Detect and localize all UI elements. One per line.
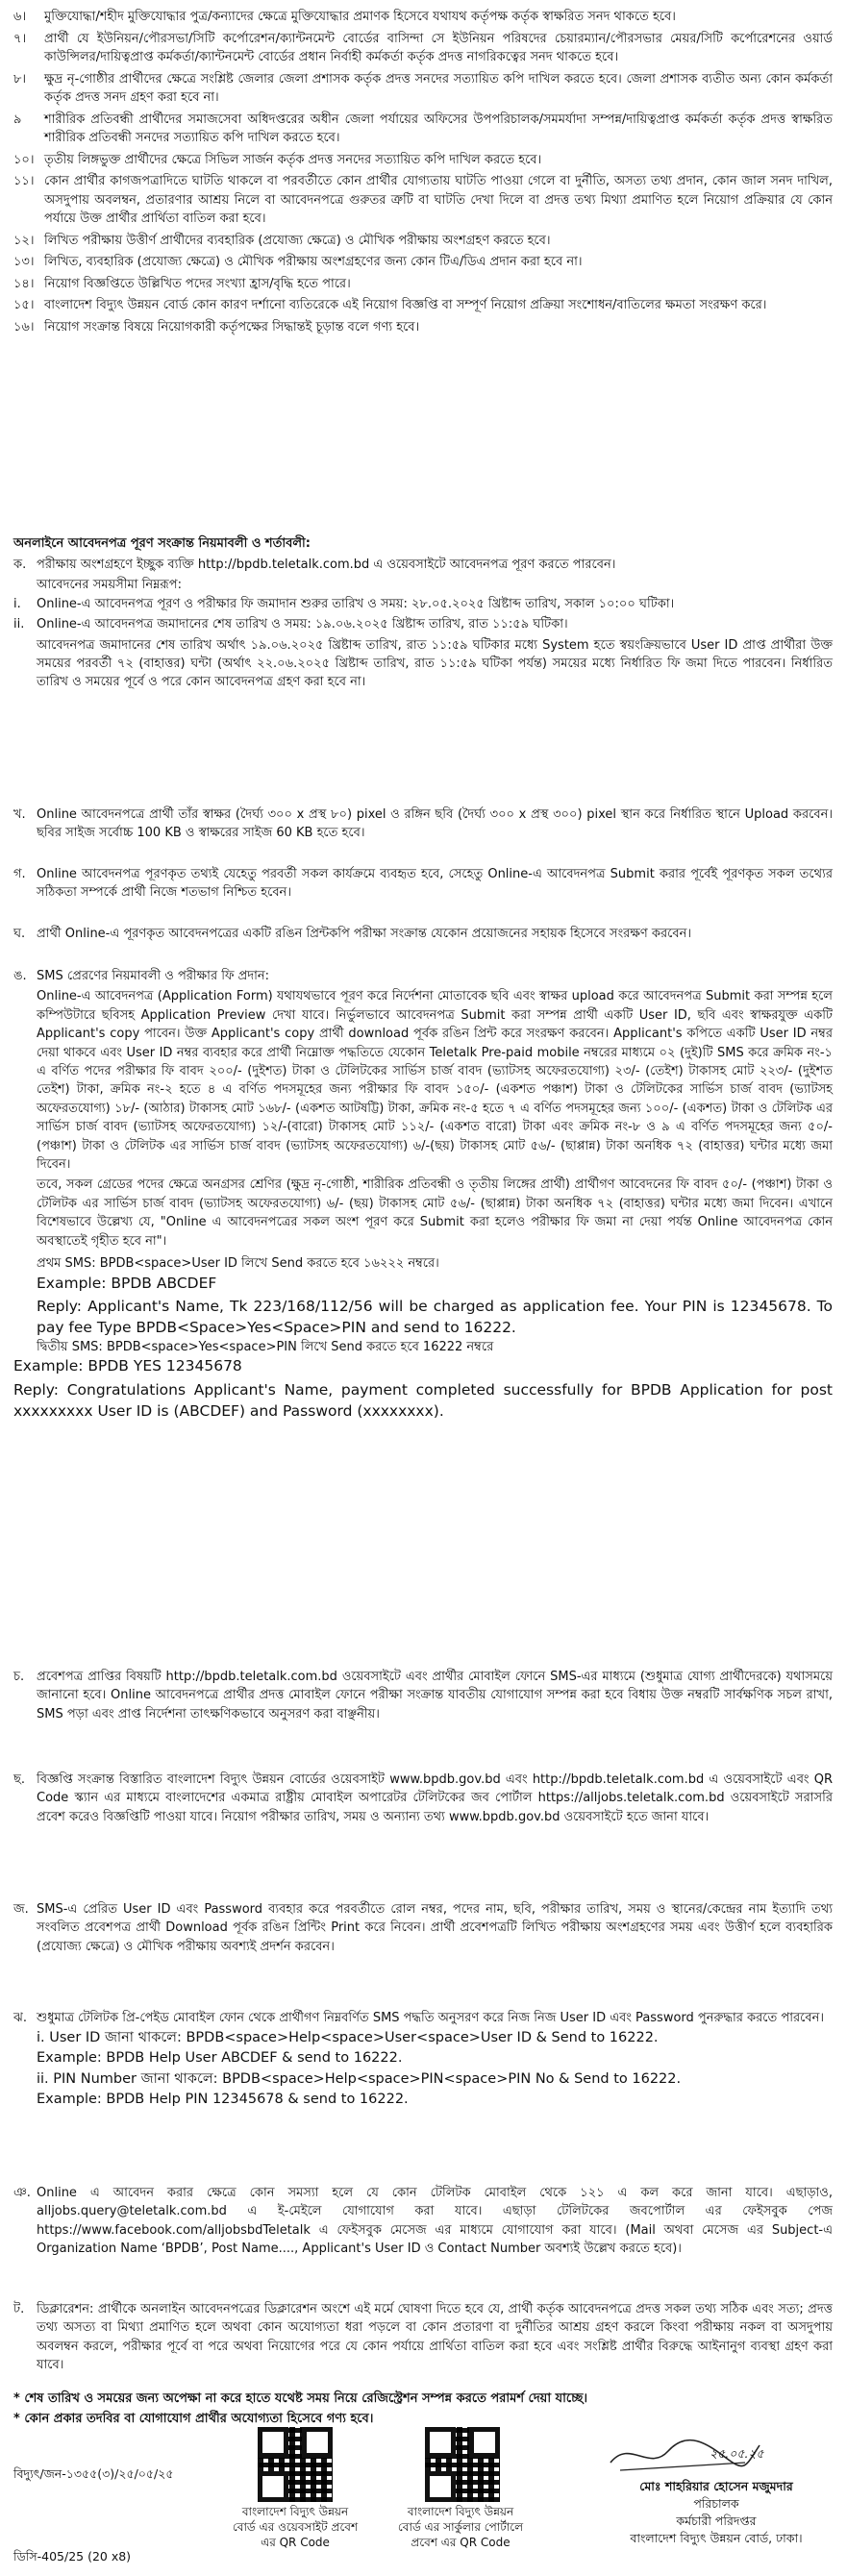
section-kha: খ. Online আবেদনপত্রে প্রার্থী তাঁর স্বাক্ষর (দৈর্ঘ্য ৩০০ x প্রস্থ ৮০) pixel ও রঙ্গিন ছবি (দৈর্ঘ্য ৩০০ x প্রস্থ ৩০০) pixel স্থান করে নির্ধারিত স্থানে Upload করবেন। ছবির সাইজ সর্বোচ্চ 100 KB ও স্বাক্ষরের সাইজ 60 KB হতে হবে। bbox=[13, 807, 833, 841]
list-item: ৭। প্রার্থী যে ইউনিয়ন/পৌরসভা/সিটি কর্পোরেশন/ক্যান্টনমেন্ট বোর্ডের বাসিন্দা সে ইউনিয়ন পরিষদের চেয়ারম্যান/পৌরসভার মেয়র/সিটি কর্পোরেশনের ওয়ার্ড কাউন্সিলর/দায়িত্বপ্রাপ্ত কর্মকর্তা/ক্যান্টনমেন্ট বোর্ডের প্রধান নির্বাহী কর্মকর্তা কর্তৃক প্রদত্ত নাগরিকত্বের সনদ থাকতে হবে। bbox=[13, 31, 833, 64]
list-item: ১০। তৃতীয় লিঙ্গভুক্ত প্রার্থীদের ক্ষেত্রে সিভিল সার্জন কর্তৃক প্রদত্ত সনদের সত্যায়িত কপি দাখিল করতে হবে। bbox=[13, 152, 542, 167]
section-jha: ঝ. শুধুমাত্র টেলিটক প্রি-পেইড মোবাইল ফোন থেকে প্রার্থীগণ নিম্নবর্ণিত SMS পদ্ধতি অনুসরণ করে নিজ নিজ User ID এবং Password পুনরুদ্ধার করতে পারবেন। i. User ID জানা থাকলে: BPDB<space>Help<space>User<space>User ID & Send to 16222. Example: BPDB Help User ABCDEF & send to 16222. ii. PIN Number জানা থাকলে: BPDB<space>Help<space>PIN<space>PIN No & Send to 16222. Example: BPDB Help PIN 12345678 & send to 16222. bbox=[13, 2011, 825, 2107]
footnote-lobbying: * কোন প্রকার তদবির বা যোগাযোগ প্রার্থীর অযোগ্যতা হিসেবে গণ্য হবে। bbox=[13, 2412, 374, 2426]
qr-code-circular-portal[interactable] bbox=[425, 2427, 500, 2502]
list-item: ১৫। বাংলাদেশ বিদ্যুৎ উন্নয়ন বোর্ড কোন কারণ দর্শানো ব্যতিরেকে এই নিয়োগ বিজ্ঞপ্তি বা সম্পূর্ণ নিয়োগ প্রক্রিয়া সংশোধন/বাতিলের ক্ষমতা সংরক্ষণ করে। bbox=[13, 298, 767, 312]
memo-number: বিদ্যুৎ/জন-১৩৫৫(৩)/২৫/০৫/২৫ bbox=[13, 2466, 174, 2481]
section-cha: চ. প্রবেশপত্র প্রাপ্তির বিষয়টি http://bpdb.teletalk.com.bd ওয়েবসাইটে এবং প্রার্থীর মোবাইল ফোনে SMS-এর মাধ্যমে (শুধুমাত্র যোগ্য প্রার্থীদেরকে) যথাসময়ে জানানো হবে। Online আবেদনপত্রে প্রার্থীর প্রদত্ত মোবাইল ফোনে পরীক্ষা সংক্রান্ত যাবতীয় যোগাযোগ সম্পন্ন করা হবে বিধায় উক্ত নম্বরটি সার্বক্ষণিক সচল রাখা, SMS পড়া এবং প্রাপ্ত নির্দেশনা তাৎক্ষণিকভাবে অনুসরণ করা বাঞ্ছনীয়। bbox=[13, 1670, 833, 1721]
list-item: ১৩। লিখিত, ব্যবহারিক (প্রযোজ্য ক্ষেত্রে) ও মৌখিক পরীক্ষায় অংশগ্রহণের জন্য কোন টিএ/ডিএ প্রদান করা হবে না। bbox=[13, 255, 583, 269]
qr-code-bpdb-website[interactable] bbox=[258, 2427, 333, 2502]
section-ga: গ. Online আবেদনপত্র পূরণকৃত তথ্যই যেহেতু পরবর্তী সকল কার্যক্রমে ব্যবহৃত হবে, সেহেতু Online-এ আবেদনপত্র Submit করার পূর্বেই পূরণকৃত সকল তথ্যের সঠিকতা সম্পর্কে প্রার্থী নিজে শতভাগ নিশ্চিত হবেন। bbox=[13, 867, 833, 901]
numbered-conditions bbox=[13, 8, 833, 339]
list-item: ৮। ক্ষুদ্র নৃ-গোষ্ঠীর প্রার্থীদের ক্ষেত্রে সংশ্লিষ্ট জেলার জেলা প্রশাসক কর্তৃক প্রদত্ত সনদের সত্যায়িত কপি দাখিল করতে হবে। জেলা প্রশাসক ব্যতীত অন্য কোন কর্মকর্তা কর্তৃক প্রদত্ত সনদ গ্রহণ করা হবে না। bbox=[13, 71, 833, 105]
section-uma: ঙ. SMS প্রেরণের নিয়মাবলী ও পরীক্ষার ফি প্রদান: Online-এ আবেদনপত্র (Application Form) যথাযথভাবে পূরণ করে নির্দেশনা মোতাবেক ছবি এবং স্বাক্ষর upload করে আবেদনপত্র Submit করা সম্পন্ন হলে কম্পিউটারে ছবিসহ Application Preview দেখা যাবে। নির্ভুলভাবে আবেদনপত্র Submit করা সম্পন্ন প্রার্থী একটি User ID, ছবি এবং স্বাক্ষরযুক্ত একটি Applicant's copy পাবেন। উক্ত Applicant's copy প্রার্থী download পূর্বক রঙিন প্রিন্ট করে সংরক্ষণ করবেন। Applicant's কপিতে একটি User ID নম্বর দেয়া থাকবে এবং User ID নম্বর ব্যবহার করে প্রার্থী নিম্নোক্ত পদ্ধতিতে যেকোন Teletalk Pre-paid mobile নম্বরের মাধ্যমে ০২ (দুই)টি SMS করে ক্রমিক নং-১ এ বর্ণিত পদের পরীক্ষার ফি বাবদ ২০০/- (দুইশত) টাকা ও টেলিটকের সার্ভিস চার্জ বাবদ (ভ্যাটসহ অফেরতযোগ্য) ২৩/- (তেইশ) টাকাসহ মোট ২২৩/- (দুইশত তেইশ) টাকা, ক্রমিক নং-২ হতে ৪ এ বর্ণিত পদসমূহের জন্য পরীক্ষার ফি বাবদ ১৫০/- (একশত পঞ্চাশ) টাকা ও টেলিটকের সার্ভিস চার্জ বাবদ (ভ্যাটসহ অফেরতযোগ্য) ১৮/- (আঠার) টাকাসহ মোট ১৬৮/- (একশত আটষট্টি) টাকা, ক্রমিক নং-৫ হতে ৭ এ বর্ণিত পদসমূহের জন্য ১০০/- (একশত) টাকা ও টেলিটক এর সার্ভিস চার্জ বাবদ (ভ্যাটসহ অফেরতযোগ্য) ১২/-(বারো) টাকাসহ মোট ১১২/- (একশত বারো) টাকা এবং ক্রমিক নং-৮ ও ৯ এ বর্ণিত পদসমূহের জন্য ৫০/- (পঞ্চাশ) টাকা ও টেলিটক এর সার্ভিস চার্জ বাবদ (ভ্যাটসহ অফেরতযোগ্য) ৬/-(ছয়) টাকাসহ মোট ৫৬/- (ছাপ্পান্ন) টাকা অনধিক ৭২ (বাহাত্তর) ঘন্টার মধ্যে জমা দিবেন। তবে, সকল গ্রেডের পদের ক্ষেত্রে অনগ্রসর শ্রেণির (ক্ষুদ্র নৃ-গোষ্ঠী, শারীরিক প্রতিবন্ধী ও তৃতীয় লিঙ্গের প্রার্থী) প্রার্থীগণ আবেদনের ফি বাবদ ৫০/- (পঞ্চাশ) টাকা ও টেলিটক এর সার্ভিস চার্জ বাবদ (ভ্যাটসহ অফেরতযোগ্য) ৬/- (ছয়) টাকাসহ মোট ৫৬/- (ছাপ্পান্ন) টাকা অনধিক ৭২ (বাহাত্তর) ঘন্টার মধ্যে জমা দিবেন। এখানে বিশেষভাবে উল্লেখ্য যে, "Online এ আবেদনপত্রের সকল অংশ পূরণ করে Submit করা হলেও পরীক্ষার ফি জমা না দেয়া পর্যন্ত Online আবেদনপত্র কোন অবস্থাতেই গৃহীত হবে না"। প্রথম SMS: BPDB<space>User ID লিখে Send করতে হবে ১৬২২২ নম্বরে। Example: BPDB ABCDEF Reply: Applicant's Name, Tk 223/168/112/56 will be charged as application fee. Your PIN is 12345678. To pay fee Type BPDB<Space>Yes<Space>PIN and send to 16222. দ্বিতীয় SMS: BPDB<space>Yes<space>PIN লিখে Send করতে হবে 16222 নম্বরে Example: BPDB YES 12345678 Reply: Congratulations Applicant's Name, payment completed successfully for BPDB Application for post xxxxxxxxx User ID is (ABCDEF) and Password (xxxxxxxx). bbox=[13, 969, 833, 1420]
section-chha: ছ. বিজ্ঞপ্তি সংক্রান্ত বিস্তারিত বাংলাদেশ বিদ্যুৎ উন্নয়ন বোর্ডের ওয়েবসাইট www.bpdb.gov.bd এবং http://bpdb.teletalk.com.bd এ ওয়েবসাইটে এবং QR Code স্ক্যান এর মাধ্যমে বাংলাদেশের একমাত্র রাষ্ট্রীয় মোবাইল অপারেটর টেলিটকের জব পোর্টাল https://alljobs.teletalk.com.bd ওয়েবসাইটে সরাসরি প্রবেশ করেও বিজ্ঞপ্তিটি পাওয়া যাবে। নিয়োগ পরীক্ষার তারিখ, সময় ও অন্যান্য তথ্য www.bpdb.gov.bd ওয়েবসাইটে হতে জানা যাবে। bbox=[13, 1772, 833, 1824]
section-gha: ঘ. প্রার্থী Online-এ পূরণকৃত আবেদনপত্রের একটি রঙিন প্রিন্টকপি পরীক্ষা সংক্রান্ত যেকোন প্রয়োজনের সহায়ক হিসেবে সংরক্ষণ করবেন। bbox=[13, 927, 691, 941]
online-application-heading: অনলাইনে আবেদনপত্র পূরণ সংক্রান্ত নিয়মাবলী ও শর্তাবলী: bbox=[13, 536, 311, 551]
list-item: ১২। লিখিত পরীক্ষায় উত্তীর্ণ প্রার্থীদের ব্যবহারিক (প্রযোজ্য ক্ষেত্রে) ও মৌখিক পরীক্ষায় অংশগ্রহণ করতে হবে। bbox=[13, 233, 551, 248]
list-item: ১৬। নিয়োগ সংক্রান্ত বিষয়ে নিয়োগকারী কর্তৃপক্ষের সিদ্ধান্তই চূড়ান্ত বলে গণ্য হবে। bbox=[13, 319, 420, 334]
dfp-code: ডিসি-405/25 (20 x8) bbox=[13, 2549, 132, 2564]
section-ka: ক. পরীক্ষায় অংশগ্রহণে ইচ্ছুক ব্যক্তি http://bpdb.teletalk.com.bd এ ওয়েবসাইটে আবেদনপত্র পূরণ করতে পারবেন। আবেদনের সময়সীমা নিম্নরূপ: i. Online-এ আবেদনপত্র পূরণ ও পরীক্ষার ফি জমাদান শুরুর তারিখ ও সময়: ২৮.০৫.২০২৫ খ্রিষ্টাব্দ তারিখ, সকাল ১০:০০ ঘটিকা। ii. Online-এ আবেদনপত্র জমাদানের শেষ তারিখ ও সময়: ১৯.০৬.২০২৫ খ্রিষ্টাব্দ তারিখ, রাত ১১:৫৯ ঘটিকা। আবেদনপত্র জমাদানের শেষ তারিখ অর্থাৎ ১৯.০৬.২০২৫ খ্রিষ্টাব্দ তারিখ, রাত ১১:৫৯ ঘটিকার মধ্যে System হতে স্বয়ংক্রিয়ভাবে User ID প্রাপ্ত প্রার্থীরা উক্ত সময়ের পরবর্তী ৭২ (বাহাত্তর) ঘন্টা (অর্থাৎ ২২.০৬.২০২৫ খ্রিষ্টাব্দ তারিখ, রাত ১১:৫৯ ঘটিকা পর্যন্ত) সময়ের মধ্যে নির্ধারিত ফি জমা দিতে পারবেন। নির্ধারিত তারিখ ও সময়ের পূর্বে ও পরে কোন আবেদনপত্র গ্রহণ করা হবে না। bbox=[13, 557, 833, 690]
list-item: ১১। কোন প্রার্থীর কাগজপত্রাদিতে ঘাটতি থাকলে বা পরবর্তীতে কোন প্রার্থীর যোগ্যতায় ঘাটতি পাওয়া গেলে বা দুর্নীতি, অসত্য তথ্য প্রদান, কোন জাল সনদ দাখিল, অসদুপায় অবলম্বন, প্রতারণার আশ্রয় নিলে বা আবেদনপত্রে গুরুতর ত্রুটি বা ঘাটতি দেখা দিলে বা প্রদত্ত তথ্য মিথ্যা প্রমাণিত হলে নিয়োগ প্রক্রিয়ার যে কোন পর্যায়ে উক্ত প্রার্থীর প্রার্থিতা বাতিল করা হবে। bbox=[13, 174, 833, 226]
qr2-caption: বাংলাদেশ বিদ্যুৎ উন্নয়ন বোর্ড এর সার্কুলার পোর্টালে প্রবেশ এর QR Code bbox=[397, 2505, 524, 2549]
section-ja: জ. SMS-এ প্রেরিত User ID এবং Password ব্যবহার করে পরবর্তীতে রোল নম্বর, পদের নাম, ছবি, পরীক্ষার তারিখ, সময় ও স্থানের/কেন্দ্রের নাম ইত্যাদি তথ্য সংবলিত প্রবেশপত্র প্রার্থী Download পূর্বক রঙিন প্রিন্টিং Print করে নিবেন। প্রার্থী প্রবেশপত্রটি লিখিত পরীক্ষায় অংশগ্রহণের সময় এবং উত্তীর্ণ হলে ব্যবহারিক (প্রযোজ্য ক্ষেত্রে) ও মৌখিক পরীক্ষায় অবশ্যই প্রদর্শন করবেন। bbox=[13, 1902, 833, 1954]
section-nya: ঞ. Online এ আবেদন করার ক্ষেত্রে কোন সমস্যা হলে যে কোন টেলিটক মোবাইল থেকে ১২১ এ কল করে জানা যাবে। এছাড়াও, alljobs.query@teletalk.com.bd এ ই-মেইলে যোগাযোগ করা যাবে। এছাড়া টেলিটকের জবপোর্টাল এর ফেইসবুক পেজ https://www.facebook.com/alljobsbdTeletalk এ ফেইসবুক মেসেজ এর মাধ্যমে যোগাযোগ করা যাবে। (Mail অথবা মেসেজ এর Subject-এ Organization Name ‘BPDB’, Post Name...., Applicant's User ID ও Contact Number অবশ্যই উল্লেখ করতে হবে)। bbox=[13, 2186, 833, 2257]
footnote-deadline: * শেষ তারিখ ও সময়ের জন্য অপেক্ষা না করে হাতে যথেষ্ট সময় নিয়ে রেজিস্ট্রেশন সম্পন্ন করতে পরামর্শ দেয়া যাচ্ছে। bbox=[13, 2391, 588, 2406]
list-item: ১৪। নিয়োগ বিজ্ঞপ্তিতে উল্লিখিত পদের সংখ্যা হ্রাস/বৃদ্ধি হতে পারে। bbox=[13, 276, 351, 291]
signature-date: ২৫.০৫.২৫ bbox=[710, 2446, 764, 2461]
signatory-block: মোঃ শাহরিয়ার হোসেন মজুমদার পরিচালক কর্মচারী পরিদপ্তর বাংলাদেশ বিদ্যুৎ উন্নয়ন বোর্ড, ঢাকা। bbox=[630, 2479, 803, 2545]
section-ta: ট. ডিক্লারেশন: প্রার্থীকে অনলাইন আবেদনপত্রের ডিক্লারেশন অংশে এই মর্মে ঘোষণা দিতে হবে যে, প্রার্থী কর্তৃক আবেদনপত্রে প্রদত্ত সকল তথ্য সঠিক এবং সত্য; প্রদত্ত তথ্য অসত্য বা মিথ্যা প্রমাণিত হলে অথবা কোন অযোগ্যতা ধরা পড়লে বা কোন প্রতারণা বা দুর্নীতির আশ্রয় গ্রহণ করলে কিংবা পরীক্ষায় নকল বা অসদুপায় অবলম্বন করলে, পরীক্ষার পূর্বে বা পরে অথবা নিয়োগের পরে যে কোন পর্যায়ে প্রার্থিতা বাতিল করা হবে এবং সংশ্লিষ্ট প্রার্থীর বিরুদ্ধে আইনানুগ ব্যবস্থা গ্রহণ করা যাবে। bbox=[13, 2302, 833, 2373]
list-item: ৬। মুক্তিযোদ্ধা/শহীদ মুক্তিযোদ্ধার পুত্র/কন্যাদের ক্ষেত্রে মুক্তিযোদ্ধার প্রমাণক হিসেবে যথাযথ কর্তৃপক্ষ কর্তৃক স্বাক্ষরিত সনদ থাকতে হবে। bbox=[13, 10, 676, 24]
list-item: ৯ শারীরিক প্রতিবন্ধী প্রার্থীদের সমাজসেবা অধিদপ্তরের অধীন জেলা পর্যায়ের অফিসের উপপরিচালক/সমমর্যাদা সম্পন্ন/দায়িত্বপ্রাপ্ত কর্মকর্তা কর্তৃক প্রদত্ত স্বাক্ষরিত শারীরিক প্রতিবন্ধী সনদের সত্যায়িত কপি দাখিল করতে হবে। bbox=[13, 111, 833, 145]
qr1-caption: বাংলাদেশ বিদ্যুৎ উন্নয়ন বোর্ড এর ওয়েবসাইট প্রবেশ এর QR Code bbox=[232, 2505, 359, 2549]
